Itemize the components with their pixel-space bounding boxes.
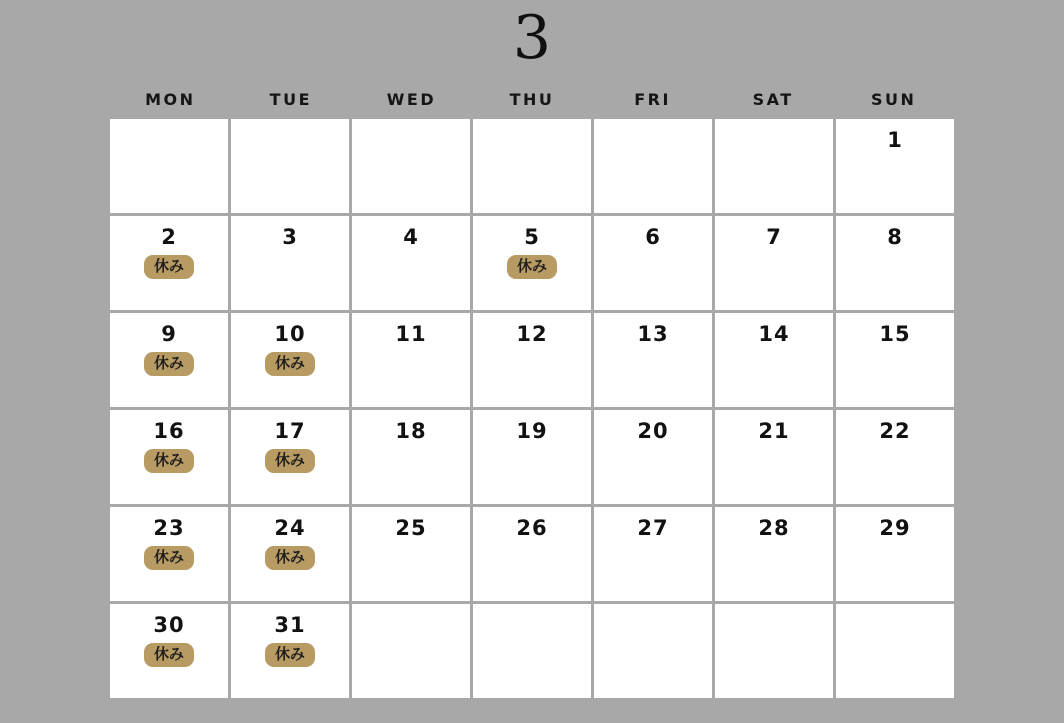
calendar-cell-day[interactable] bbox=[715, 216, 833, 310]
calendar-cell-empty bbox=[715, 119, 833, 213]
weekday-label-sat: SAT bbox=[752, 90, 794, 109]
calendar-cell-day[interactable] bbox=[231, 410, 349, 504]
day-number: 3 bbox=[282, 225, 298, 249]
day-number: 7 bbox=[766, 225, 782, 249]
calendar-cell-empty bbox=[836, 604, 954, 698]
day-number: 25 bbox=[395, 516, 427, 540]
calendar-cell-day[interactable] bbox=[352, 410, 470, 504]
calendar-cell-day[interactable] bbox=[110, 410, 228, 504]
day-number: 8 bbox=[887, 225, 903, 249]
closed-badge: 休み bbox=[265, 546, 315, 570]
day-number: 20 bbox=[637, 419, 669, 443]
day-number: 16 bbox=[153, 419, 185, 443]
day-number: 18 bbox=[395, 419, 427, 443]
day-number: 6 bbox=[645, 225, 661, 249]
day-number: 24 bbox=[274, 516, 306, 540]
calendar-cell-day[interactable] bbox=[352, 507, 470, 601]
day-number: 23 bbox=[153, 516, 185, 540]
day-number: 28 bbox=[758, 516, 790, 540]
closed-badge: 休み bbox=[265, 643, 315, 667]
closed-badge: 休み bbox=[507, 255, 557, 279]
calendar-cell-empty bbox=[473, 119, 591, 213]
calendar-cell-day[interactable] bbox=[473, 410, 591, 504]
calendar-cell-day[interactable] bbox=[110, 507, 228, 601]
calendar-cell-day[interactable] bbox=[473, 313, 591, 407]
calendar-cell-day[interactable] bbox=[231, 604, 349, 698]
day-number: 26 bbox=[516, 516, 548, 540]
calendar-cell-day[interactable] bbox=[473, 507, 591, 601]
calendar-cell-day[interactable] bbox=[231, 507, 349, 601]
calendar-cell-empty bbox=[352, 119, 470, 213]
weekday-label-sun: SUN bbox=[871, 90, 917, 109]
month-title: 3 bbox=[512, 3, 552, 73]
day-number: 11 bbox=[395, 322, 427, 346]
calendar-cell-day[interactable] bbox=[836, 119, 954, 213]
weekday-label-mon: MON bbox=[145, 90, 196, 109]
calendar-cell-day[interactable] bbox=[715, 507, 833, 601]
calendar-cell-day[interactable] bbox=[836, 313, 954, 407]
calendar-cell-day[interactable] bbox=[594, 507, 712, 601]
calendar-cell-day[interactable] bbox=[836, 507, 954, 601]
weekday-label-wed: WED bbox=[386, 90, 437, 109]
calendar-cell-day[interactable] bbox=[352, 313, 470, 407]
calendar-cell-day[interactable] bbox=[836, 216, 954, 310]
day-number: 1 bbox=[887, 128, 903, 152]
day-number: 9 bbox=[161, 322, 177, 346]
calendar-cell-day[interactable] bbox=[110, 216, 228, 310]
calendar-cell-empty bbox=[594, 604, 712, 698]
day-number: 27 bbox=[637, 516, 669, 540]
day-number: 12 bbox=[516, 322, 548, 346]
calendar-cell-day[interactable] bbox=[231, 216, 349, 310]
calendar-cell-empty bbox=[352, 604, 470, 698]
day-number: 4 bbox=[403, 225, 419, 249]
weekday-label-thu: THU bbox=[509, 90, 555, 109]
day-number: 21 bbox=[758, 419, 790, 443]
calendar-cell-empty bbox=[231, 119, 349, 213]
day-number: 14 bbox=[758, 322, 790, 346]
calendar-cell-empty bbox=[594, 119, 712, 213]
day-number: 5 bbox=[524, 225, 540, 249]
closed-badge: 休み bbox=[144, 546, 194, 570]
day-number: 2 bbox=[161, 225, 177, 249]
day-number: 19 bbox=[516, 419, 548, 443]
day-number: 30 bbox=[153, 613, 185, 637]
calendar-cell-day[interactable] bbox=[110, 604, 228, 698]
calendar-grid bbox=[110, 119, 954, 698]
day-number: 10 bbox=[274, 322, 306, 346]
closed-badge: 休み bbox=[144, 643, 194, 667]
day-number: 15 bbox=[879, 322, 911, 346]
day-number: 31 bbox=[274, 613, 306, 637]
calendar-cell-day[interactable] bbox=[473, 216, 591, 310]
day-number: 29 bbox=[879, 516, 911, 540]
calendar-cell-day[interactable] bbox=[715, 313, 833, 407]
weekday-header-row bbox=[110, 90, 954, 109]
day-number: 13 bbox=[637, 322, 669, 346]
day-number: 22 bbox=[879, 419, 911, 443]
closed-badge: 休み bbox=[144, 449, 194, 473]
calendar-cell-empty bbox=[473, 604, 591, 698]
calendar-cell-day[interactable] bbox=[110, 313, 228, 407]
calendar-container bbox=[110, 90, 954, 698]
calendar-cell-day[interactable] bbox=[715, 410, 833, 504]
day-number: 17 bbox=[274, 419, 306, 443]
weekday-label-fri: FRI bbox=[634, 90, 671, 109]
calendar-cell-day[interactable] bbox=[594, 216, 712, 310]
calendar-cell-day[interactable] bbox=[594, 313, 712, 407]
calendar-cell-empty bbox=[110, 119, 228, 213]
weekday-label-tue: TUE bbox=[269, 90, 313, 109]
closed-badge: 休み bbox=[144, 255, 194, 279]
calendar-cell-day[interactable] bbox=[352, 216, 470, 310]
calendar-cell-day[interactable] bbox=[836, 410, 954, 504]
calendar-cell-empty bbox=[715, 604, 833, 698]
calendar-cell-day[interactable] bbox=[231, 313, 349, 407]
calendar-cell-day[interactable] bbox=[594, 410, 712, 504]
closed-badge: 休み bbox=[265, 352, 315, 376]
closed-badge: 休み bbox=[144, 352, 194, 376]
closed-badge: 休み bbox=[265, 449, 315, 473]
